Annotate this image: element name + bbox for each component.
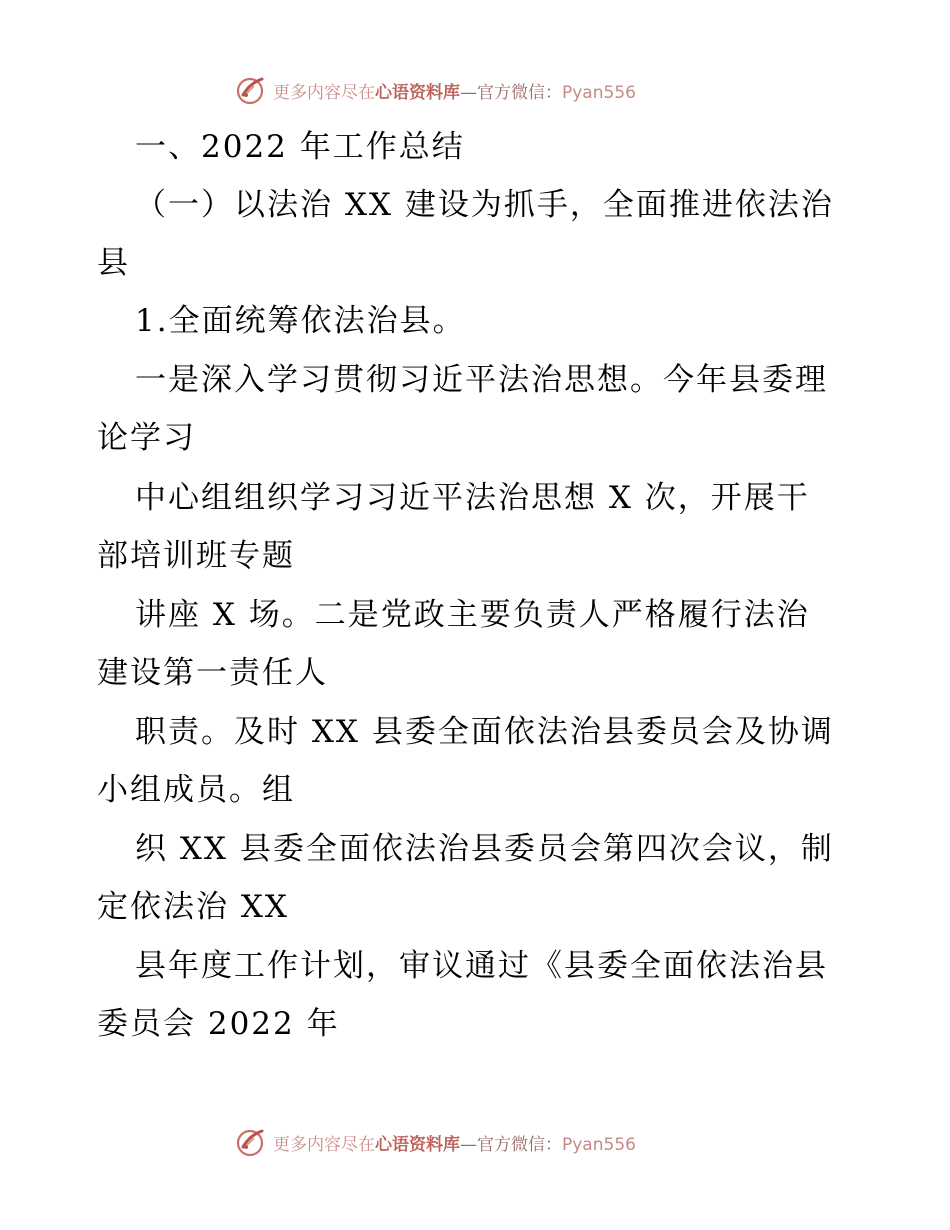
paragraph-line: 定依法治 XX xyxy=(97,889,289,925)
watermark-library-name: 心语资料库 xyxy=(375,82,460,103)
watermark-prefix: 更多内容尽在 xyxy=(273,1134,375,1155)
paragraph-line: 建设第一责任人 xyxy=(97,655,328,691)
footer-watermark-banner xyxy=(235,1122,715,1162)
watermark-wechat-label: —官方微信： xyxy=(460,82,562,103)
watermark-library-name: 心语资料库 xyxy=(375,1134,460,1155)
paragraph-line: 职责。及时 XX 县委全面依法治县委员会及协调 xyxy=(135,714,834,750)
subsection-heading: （一）以法治 XX 建设为抓手，全面推进依法治 xyxy=(135,187,834,223)
item-heading: 1.全面统筹依法治县。 xyxy=(135,303,466,339)
watermark-prefix: 更多内容尽在 xyxy=(273,82,375,103)
watermark-wechat-id: Pyan556 xyxy=(562,82,636,103)
paragraph-line: 委员会 2022 年 xyxy=(97,1006,340,1042)
paragraph-line: 一是深入学习贯彻习近平法治思想。今年县委理 xyxy=(135,362,828,398)
brush-logo-icon xyxy=(235,1126,267,1158)
watermark-wechat-label: —官方微信： xyxy=(460,1134,562,1155)
header-watermark-banner xyxy=(235,70,715,110)
watermark-text xyxy=(273,1130,636,1155)
paragraph-line: 织 XX 县委全面依法治县委员会第四次会议，制 xyxy=(135,831,834,867)
paragraph-line: 讲座 X 场。二是党政主要负责人严格履行法治 xyxy=(135,597,810,633)
paragraph-line: 县年度工作计划，审议通过《县委全面依法治县 xyxy=(135,948,828,984)
section-heading: 一、2022 年工作总结 xyxy=(135,129,465,165)
watermark-text xyxy=(273,78,636,103)
paragraph-line: 论学习 xyxy=(97,420,196,456)
watermark-wechat-id: Pyan556 xyxy=(562,1134,636,1155)
paragraph-line: 部培训班专题 xyxy=(97,538,295,574)
brush-logo-icon xyxy=(235,74,267,106)
paragraph-line: 中心组组织学习习近平法治思想 X 次，开展干 xyxy=(135,480,810,516)
paragraph-line: 小组成员。组 xyxy=(97,772,295,808)
subsection-heading-continued: 县 xyxy=(97,245,130,281)
